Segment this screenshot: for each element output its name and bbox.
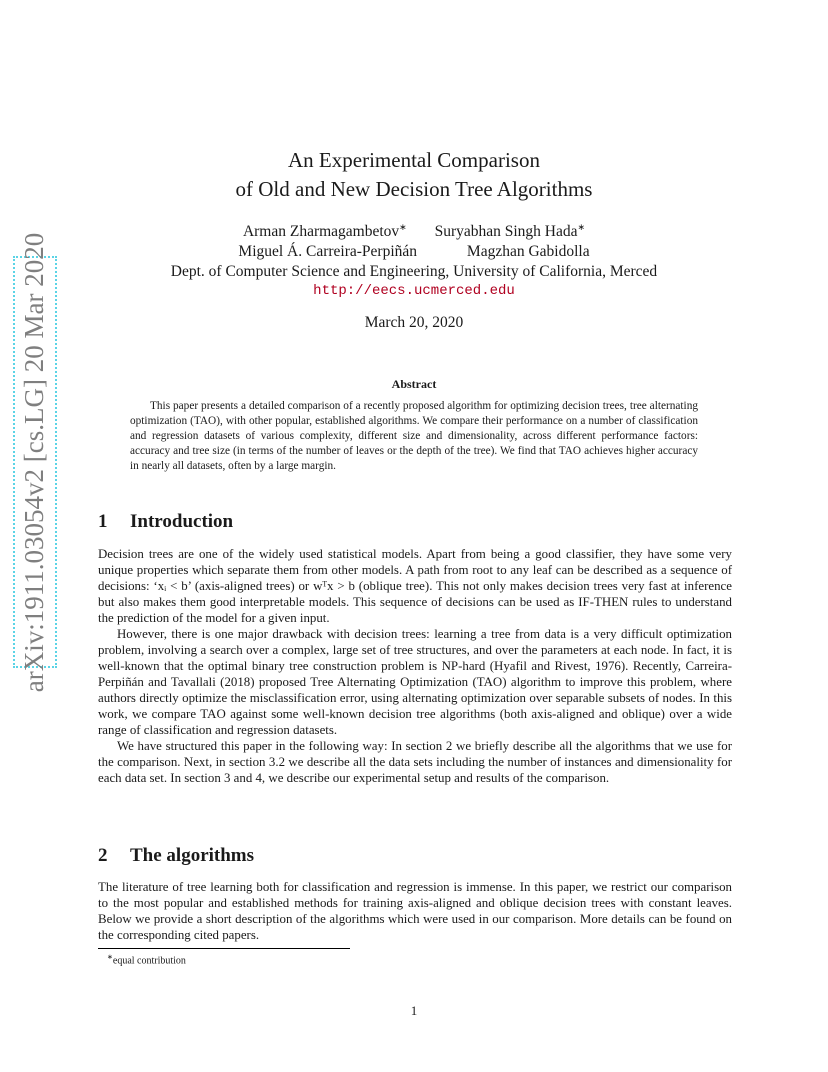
paper-title-line2: of Old and New Decision Tree Algorithms	[235, 177, 593, 201]
paper-title-line1: An Experimental Comparison	[288, 148, 540, 172]
paragraph: We have structured this paper in the following way: In section 2 we briefly describe all the algorithms that we use for the comparison. Next, in section 3.2 we describe all the data sets including the number of instances and dimensionality for each data set. In section 3 and 4, we describe our experimental setup and results of the comparison.	[98, 739, 732, 785]
paragraph: Decision trees are one of the widely used statistical models. Apart from being a good classifier, they have some very unique properties which separate them from other models. A path from root to any leaf can be described as a sequence of decisions: ‘xᵢ < b’ (axis-aligned trees) or wᵀx > b (oblique tree). This not only makes decision trees very fast at inference but also makes them good interpretable models. This sequence of decisions can be used as IF-THEN rules to understand the prediction of the model for a given input.	[98, 547, 732, 625]
author-2: Suryabhan Singh Hada∗	[434, 222, 586, 241]
author-1: Arman Zharmagambetov∗	[242, 222, 407, 241]
equal-contribution-marker: ∗	[399, 222, 407, 232]
paper-date: March 20, 2020	[364, 314, 464, 331]
footnote	[107, 953, 186, 966]
paragraph: However, there is one major drawback with decision trees: learning a tree from data is a very difficult optimization problem, involving a search over a complex, large set of tree structures, and over the parameters at each node. In fact, it is well-known that the optimal binary tree construction problem is NP-hard (Hyafil and Rivest, 1976). Recently, Carreira-Perpiñán and Tavallali (2018) proposed Tree Alternating Optimization (TAO) algorithm to improve this problem, where authors directly optimize the misclassification error, using alternating optimization over separable subsets of nodes. In this work, we compare TAO against some well-known decision tree algorithms (both axis-aligned and oblique) over a wide range of classification and regression datasets.	[98, 627, 732, 737]
section-title: Introduction	[130, 511, 234, 532]
paragraph: The literature of tree learning both for classification and regression is immense. In this paper, we restrict our comparison to the most popular and established methods for training axis-aligned and oblique decision trees with constant leaves. Below we provide a short description of the algorithms which were used in our comparison. More details can be found on the corresponding cited papers.	[98, 880, 732, 942]
authors-row1	[0, 222, 828, 241]
abstract-heading: Abstract	[391, 377, 437, 391]
section-number: 2	[98, 845, 108, 866]
section-title: The algorithms	[130, 845, 255, 866]
section-heading-introduction	[98, 511, 233, 533]
algorithms-body	[98, 879, 732, 943]
footnote-text: equal contribution	[112, 955, 186, 967]
arxiv-id: arXiv:1911.03054v2 [cs.LG] 20 Mar 2020	[19, 232, 50, 692]
page-number: 1	[410, 1003, 418, 1018]
section-number: 1	[98, 511, 108, 532]
introduction-body	[98, 546, 732, 786]
authors-row2	[0, 243, 828, 261]
equal-contribution-marker: ∗	[577, 222, 586, 232]
affiliation-url-link[interactable]: http://eecs.ucmerced.edu	[313, 283, 515, 299]
footnote-rule	[98, 948, 350, 949]
footnote-marker: ∗	[107, 953, 113, 961]
author-4: Magzhan Gabidolla	[466, 243, 590, 260]
section-heading-algorithms	[98, 845, 254, 867]
affiliation: Dept. of Computer Science and Engineering, University of California, Merced	[170, 263, 658, 280]
author-3: Miguel Á. Carreira-Perpiñán	[238, 243, 418, 260]
abstract-text: This paper presents a detailed comparison of a recently proposed algorithm for optimizing decision trees, tree alternating optimization (TAO), with other popular, established algorithms. We compare their performance on a number of classification and regression datasets of various complexity, different size and dimensionality, across different performance factors: accuracy and tree size (in terms of the number of leaves or the depth of the tree). We find that TAO achieves higher accuracy in nearly all datasets, often by a large margin.	[130, 400, 698, 472]
